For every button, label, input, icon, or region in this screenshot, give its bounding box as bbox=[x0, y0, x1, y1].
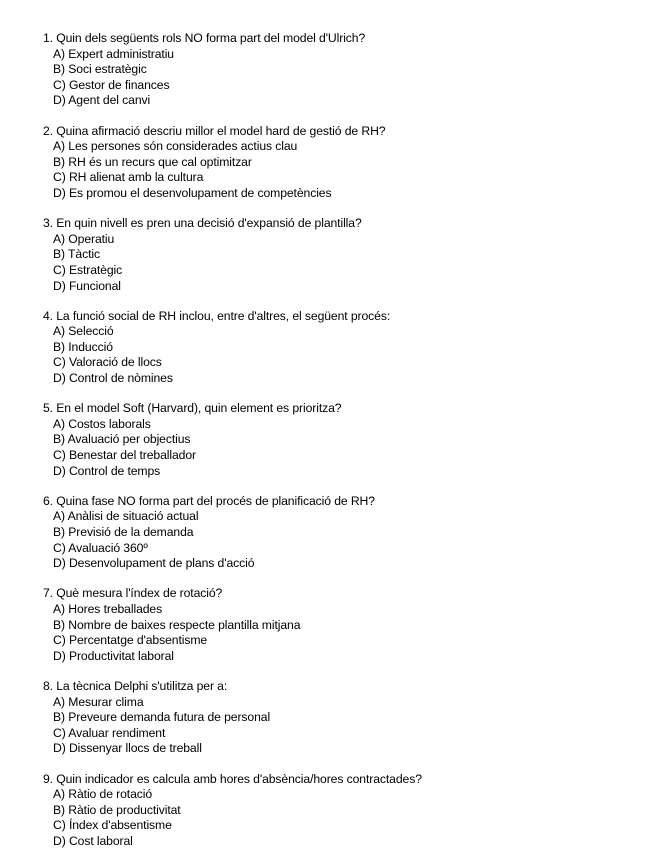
option-a: A) Mesurar clima bbox=[53, 694, 144, 709]
option-c: C) Estratègic bbox=[53, 262, 123, 277]
question-text: 6. Quina fase NO forma part del procés de planificació de RH? bbox=[43, 493, 375, 508]
option-d: D) Control de temps bbox=[53, 463, 161, 478]
question-7 bbox=[43, 586, 643, 664]
option-c: C) Avaluació 360º bbox=[53, 540, 148, 555]
option-b: B) Avaluació per objectius bbox=[53, 432, 191, 447]
question-text: 3. En quin nivell es pren una decisió d'expansió de plantilla? bbox=[43, 216, 362, 231]
question-text: 4. La funció social de RH inclou, entre d'altres, el següent procés: bbox=[43, 308, 391, 323]
option-b: B) Preveure demanda futura de personal bbox=[53, 710, 271, 725]
option-c: C) RH alienat amb la cultura bbox=[53, 170, 204, 185]
question-1 bbox=[43, 31, 643, 109]
option-c: C) Percentatge d'absentisme bbox=[53, 633, 208, 648]
option-b: B) Nombre de baixes respecte plantilla mitjana bbox=[53, 617, 301, 632]
question-text: 7. Què mesura l'índex de rotació? bbox=[43, 586, 223, 601]
question-3 bbox=[43, 216, 643, 294]
question-5 bbox=[43, 401, 643, 479]
option-b: B) Soci estratègic bbox=[53, 62, 147, 77]
question-6 bbox=[43, 494, 643, 572]
option-d: D) Control de nòmines bbox=[53, 371, 173, 386]
option-a: A) Selecció bbox=[53, 324, 114, 339]
option-b: B) Inducció bbox=[53, 339, 113, 354]
question-text: 5. En el model Soft (Harvard), quin element es prioritza? bbox=[43, 401, 342, 416]
option-d: D) Productivitat laboral bbox=[53, 648, 174, 663]
option-c: C) Valoració de llocs bbox=[53, 355, 162, 370]
question-text: 1. Quin dels següents rols NO forma part del model d'Ulrich? bbox=[43, 31, 366, 45]
question-8 bbox=[43, 679, 643, 757]
option-c: C) Gestor de finances bbox=[53, 77, 170, 92]
option-c: C) Índex d'absentisme bbox=[53, 818, 172, 833]
question-4 bbox=[43, 309, 643, 387]
question-text: 8. La tècnica Delphi s'utilitza per a: bbox=[43, 678, 228, 693]
question-2 bbox=[43, 124, 643, 202]
option-c: C) Benestar del treballador bbox=[53, 448, 196, 463]
option-b: B) Ràtio de productivitat bbox=[53, 802, 181, 817]
question-text: 2. Quina afirmació descriu millor el model hard de gestió de RH? bbox=[43, 123, 386, 138]
option-b: B) Previsió de la demanda bbox=[53, 525, 194, 539]
option-a: A) Operatiu bbox=[53, 231, 115, 246]
option-d: D) Agent del canvi bbox=[53, 93, 151, 108]
quiz-document bbox=[43, 31, 643, 864]
option-b: B) RH és un recurs que cal optimitzar bbox=[53, 154, 252, 169]
option-a: A) Les persones són considerades actius clau bbox=[53, 139, 298, 154]
option-d: D) Cost laboral bbox=[53, 833, 133, 848]
option-d: D) Es promou el desenvolupament de competències bbox=[53, 185, 332, 200]
option-a: A) Costos laborals bbox=[53, 416, 151, 431]
option-d: D) Dissenyar llocs de treball bbox=[53, 741, 202, 756]
option-d: D) Desenvolupament de plans d'acció bbox=[53, 556, 255, 571]
option-d: D) Funcional bbox=[53, 278, 121, 293]
option-c: C) Avaluar rendiment bbox=[53, 725, 166, 740]
option-a: A) Anàlisi de situació actual bbox=[53, 509, 199, 524]
question-9 bbox=[43, 772, 643, 850]
option-a: A) Hores treballades bbox=[53, 601, 163, 616]
option-a: A) Expert administratiu bbox=[53, 46, 174, 61]
question-text: 9. Quin indicador es calcula amb hores d'absència/hores contractades? bbox=[43, 771, 422, 786]
option-b: B) Tàctic bbox=[53, 247, 100, 262]
option-a: A) Ràtio de rotació bbox=[53, 787, 153, 802]
